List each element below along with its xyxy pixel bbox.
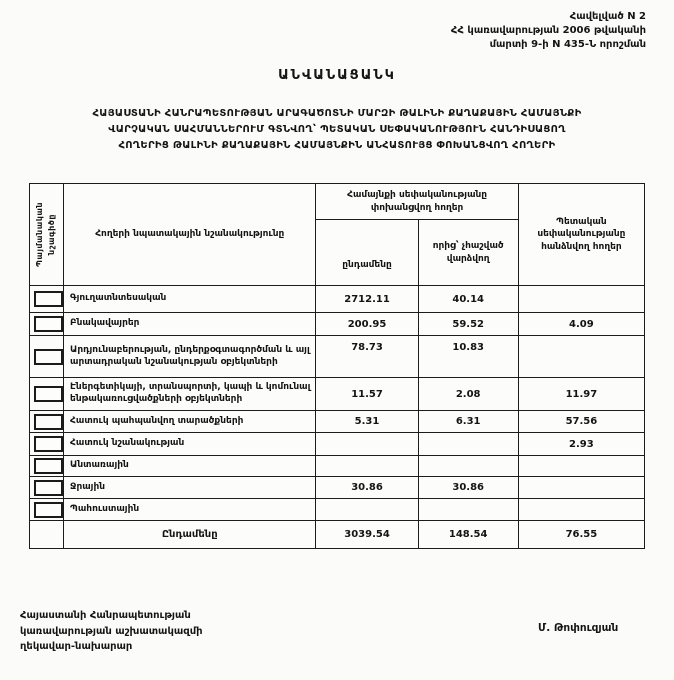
total-row-state-value: 76.55 [518, 521, 644, 549]
code-symbol-box [34, 291, 63, 307]
land-category-label: Ջրային [64, 477, 316, 499]
code-symbol-cell [30, 378, 64, 411]
total-value: 11.57 [316, 378, 418, 411]
total-value [316, 456, 418, 477]
total-value: 30.86 [316, 477, 418, 499]
of-which-value: 6.31 [418, 411, 518, 433]
heading-line-2: ՎԱՐՉԱԿԱՆ ՍԱՀՄԱՆՆԵՐՈՒՄ ԳՏՆՎՈՂ՝ ՊԵՏԱԿԱՆ ՍԵՓԱԿԱՆՈՒԹՅՈՒՆ ՀԱՆԴԻՍԱՑՈՂ [108, 124, 566, 135]
land-category-label: Անտառային [64, 456, 316, 477]
state-value: 2.93 [518, 433, 644, 456]
code-symbol-cell [30, 499, 64, 521]
signatory-line-3: ղեկավար-նախարար [20, 641, 133, 652]
decree-reference: մարտի 9-ի N 435-Ն որոշման [489, 39, 646, 50]
state-value: 4.09 [518, 313, 644, 336]
total-value [316, 499, 418, 521]
state-ownership-column-header: Պետական սեփականությանը հանձնվող հողեր [518, 184, 644, 286]
table-row [30, 477, 645, 499]
code-symbol-box [34, 502, 63, 518]
code-symbol-box [34, 349, 63, 365]
heading-line-3: ՀՈՂԵՐԻՑ ԹԱԼԻՆԻ ՔԱՂԱՔԱՅԻՆ ՀԱՄԱՅՆՔԻՆ ԱՆՀԱՏՈՒՅՑ ՓՈԽԱՆՑՎՈՂ ՀՈՂԵՐԻ [118, 140, 556, 151]
code-symbol-cell [30, 313, 64, 336]
signature-name: Մ. Թոփուզյան [538, 622, 619, 634]
of-which-value: 40.14 [418, 286, 518, 313]
code-symbol-box [34, 436, 63, 452]
land-category-label: Հատուկ պահպանվող տարածքների [64, 411, 316, 433]
state-value [518, 286, 644, 313]
table-row [30, 433, 645, 456]
table-row [30, 313, 645, 336]
government-reference: ՀՀ կառավարության 2006 թվականի [450, 25, 646, 36]
land-category-label: Արդյունաբերության, ընդերքօգտագործման և այլ արտադրական նշանակության օբյեկտների [64, 336, 316, 378]
land-category-label: Էներգետիկայի, տրանսպորտի, կապի և կոմունալ ենթակառուցվածքների օբյեկտների [64, 378, 316, 411]
code-header-line1: Պայմանական [35, 202, 45, 267]
total-value: 2712.11 [316, 286, 418, 313]
document-heading [8, 106, 666, 154]
subcolumn-total-header: ընդամենը [316, 220, 418, 286]
annex-number: Հավելված N 2 [569, 11, 646, 22]
land-transfer-table [29, 183, 645, 549]
table-total-row [30, 521, 645, 549]
code-symbol-cell-empty [30, 521, 64, 549]
state-value [518, 477, 644, 499]
land-category-label: Պահուստային [64, 499, 316, 521]
code-header-vertical-text [34, 187, 59, 283]
of-which-value: 10.83 [418, 336, 518, 378]
signatory-title-block [20, 608, 203, 655]
signatory-line-1: Հայաստանի Հանրապետության [20, 610, 191, 621]
state-value [518, 456, 644, 477]
state-value [518, 336, 644, 378]
total-row-ofwhich-value: 148.54 [418, 521, 518, 549]
state-value: 57.56 [518, 411, 644, 433]
code-symbol-cell [30, 433, 64, 456]
land-category-label: Գյուղատնտեսական [64, 286, 316, 313]
land-table-container [29, 183, 645, 549]
code-symbol-cell [30, 286, 64, 313]
land-category-label: Հատուկ նշանակության [64, 433, 316, 456]
community-ownership-group-header: Համայնքի սեփականությանը փոխանցվող հողեր [316, 184, 518, 220]
state-value [518, 499, 644, 521]
land-category-label: Բնակավայրեր [64, 313, 316, 336]
table-row [30, 411, 645, 433]
code-symbol-box [34, 414, 63, 430]
of-which-value: 30.86 [418, 477, 518, 499]
subcolumn-ofwhich-header: որից՝ չհաշված վարձվող [418, 220, 518, 286]
of-which-value: 59.52 [418, 313, 518, 336]
heading-line-1: ՀԱՅԱՍՏԱՆԻ ՀԱՆՐԱՊԵՏՈՒԹՅԱՆ ԱՐԱԳԱԾՈՏՆԻ ՄԱՐԶԻ ԹԱԼԻՆԻ ՔԱՂԱՔԱՅԻՆ ՀԱՄԱՅՆՔԻ [92, 108, 582, 119]
code-symbol-box [34, 316, 63, 332]
code-column-header [30, 184, 64, 286]
code-symbol-box [34, 458, 63, 474]
code-symbol-box [34, 480, 63, 496]
total-value [316, 433, 418, 456]
table-row [30, 336, 645, 378]
total-row-label: Ընդամենը [64, 521, 316, 549]
total-row-total-value: 3039.54 [316, 521, 418, 549]
page-title: ԱՆՎԱՆԱՑԱՆԿ [278, 68, 396, 83]
code-symbol-box [34, 386, 63, 402]
code-symbol-cell [30, 336, 64, 378]
of-which-value [418, 456, 518, 477]
of-which-value: 2.08 [418, 378, 518, 411]
total-value: 200.95 [316, 313, 418, 336]
table-row [30, 499, 645, 521]
state-value: 11.97 [518, 378, 644, 411]
signatory-line-2: կառավարության աշխատակազմի [20, 625, 203, 637]
table-row [30, 456, 645, 477]
table-row [30, 286, 645, 313]
of-which-value [418, 433, 518, 456]
land-purpose-column-header: Հողերի նպատակային նշանակությունը [64, 184, 316, 286]
of-which-value [418, 499, 518, 521]
code-symbol-cell [30, 477, 64, 499]
code-symbol-cell [30, 456, 64, 477]
code-symbol-cell [30, 411, 64, 433]
table-row [30, 378, 645, 411]
total-value: 5.31 [316, 411, 418, 433]
annex-reference [451, 10, 646, 52]
code-header-line2: նշագիծը [47, 213, 57, 256]
total-value: 78.73 [316, 336, 418, 378]
